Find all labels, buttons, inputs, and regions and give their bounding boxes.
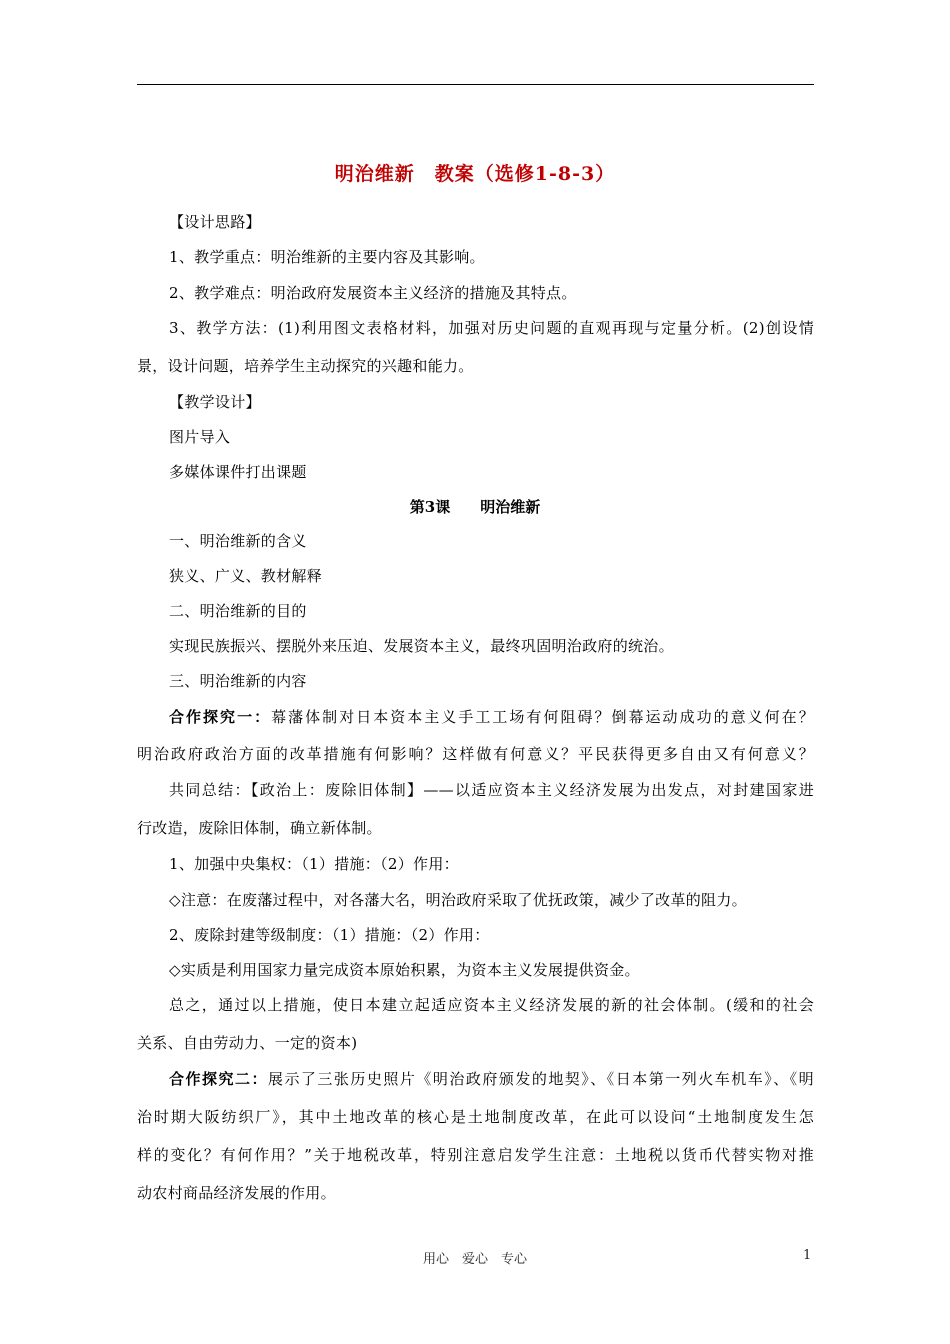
section-3-heading: 三、明治维新的内容 (169, 672, 307, 690)
teaching-design-heading: 【教学设计】 (169, 393, 261, 411)
design-idea-point-3-line-1: 3、教学方法：(1)利用图文表格材料，加强对历史问题的直观再现与定量分析。(2)创设情 (169, 319, 814, 337)
section-1-heading: 一、明治维新的含义 (169, 532, 307, 550)
design-idea-heading: 【设计思路】 (169, 213, 261, 231)
document-title: 明治维新 教案（选修1-8-3） (334, 163, 616, 185)
measure-note-2: ◇实质是利用国家力量完成资本原始积累，为资本主义发展提供资金。 (169, 961, 640, 979)
summary-line-1: 共同总结：【政治上：废除旧体制】——以适应资本主义经济发展为出发点，对封建国家进 (169, 781, 814, 799)
inquiry-1-label: 合作探究一： (169, 708, 272, 726)
header-rule (137, 84, 814, 85)
summary-line-2: 行改造，废除旧体制，确立新体制。 (137, 819, 382, 837)
inquiry-1-line-2: 明治政府政治方面的改革措施有何影响？这样做有何意义？平民获得更多自由又有何意义？ (137, 745, 814, 763)
measure-item-1: 1、加强中央集权：（1）措施：（2）作用： (169, 855, 459, 873)
design-idea-point-2: 2、教学难点：明治政府发展资本主义经济的措施及其特点。 (169, 284, 577, 302)
section-1-body: 狭义、广义、教材解释 (169, 567, 323, 585)
design-idea-point-3-line-2: 景，设计问题，培养学生主动探究的兴趣和能力。 (137, 357, 474, 375)
design-idea-point-1: 1、教学重点：明治维新的主要内容及其影响。 (169, 248, 485, 266)
section-2-body: 实现民族振兴、摆脱外来压迫、发展资本主义，最终巩固明治政府的统治。 (169, 637, 674, 655)
inquiry-1-text: 幕藩体制对日本资本主义手工工场有何阻碍？倒幕运动成功的意义何在？ (271, 708, 814, 726)
inquiry-2-line-1 (169, 1069, 814, 1089)
page-number: 1 (803, 1248, 812, 1263)
measure-item-2: 2、废除封建等级制度：（1）措施：（2）作用： (169, 926, 490, 944)
section-2-heading: 二、明治维新的目的 (169, 602, 307, 620)
conclusion-line-2: 关系、自由劳动力、一定的资本) (137, 1034, 358, 1052)
inquiry-2-line-3: 样的变化？有何作用？”关于地税改革，特别注意启发学生注意：土地税以货币代替实物对推 (137, 1146, 814, 1164)
conclusion-line-1: 总之，通过以上措施，使日本建立起适应资本主义经济发展的新的社会体制。(缓和的社会 (169, 996, 814, 1014)
inquiry-2-label: 合作探究二： (169, 1070, 268, 1088)
inquiry-2-line-4: 动农村商品经济发展的作用。 (137, 1184, 336, 1202)
footer-motto: 用心 爱心 专心 (422, 1252, 527, 1267)
measure-note-1: ◇注意：在废藩过程中，对各藩大名，明治政府采取了优抚政策，减少了改革的阻力。 (169, 891, 747, 909)
inquiry-1-line-1 (169, 707, 814, 727)
inquiry-2-text: 展示了三张历史照片《明治政府颁发的地契》、《日本第一列火车机车》、《明 (267, 1070, 814, 1088)
inquiry-2-line-2: 治时期大阪纺织厂》，其中土地改革的核心是土地制度改革，在此可以设问“土地制度发生怎 (137, 1108, 814, 1126)
teaching-step-2: 多媒体课件打出课题 (169, 463, 307, 481)
teaching-step-1: 图片导入 (169, 428, 231, 446)
lesson-title: 第3课 明治维新 (409, 498, 541, 516)
